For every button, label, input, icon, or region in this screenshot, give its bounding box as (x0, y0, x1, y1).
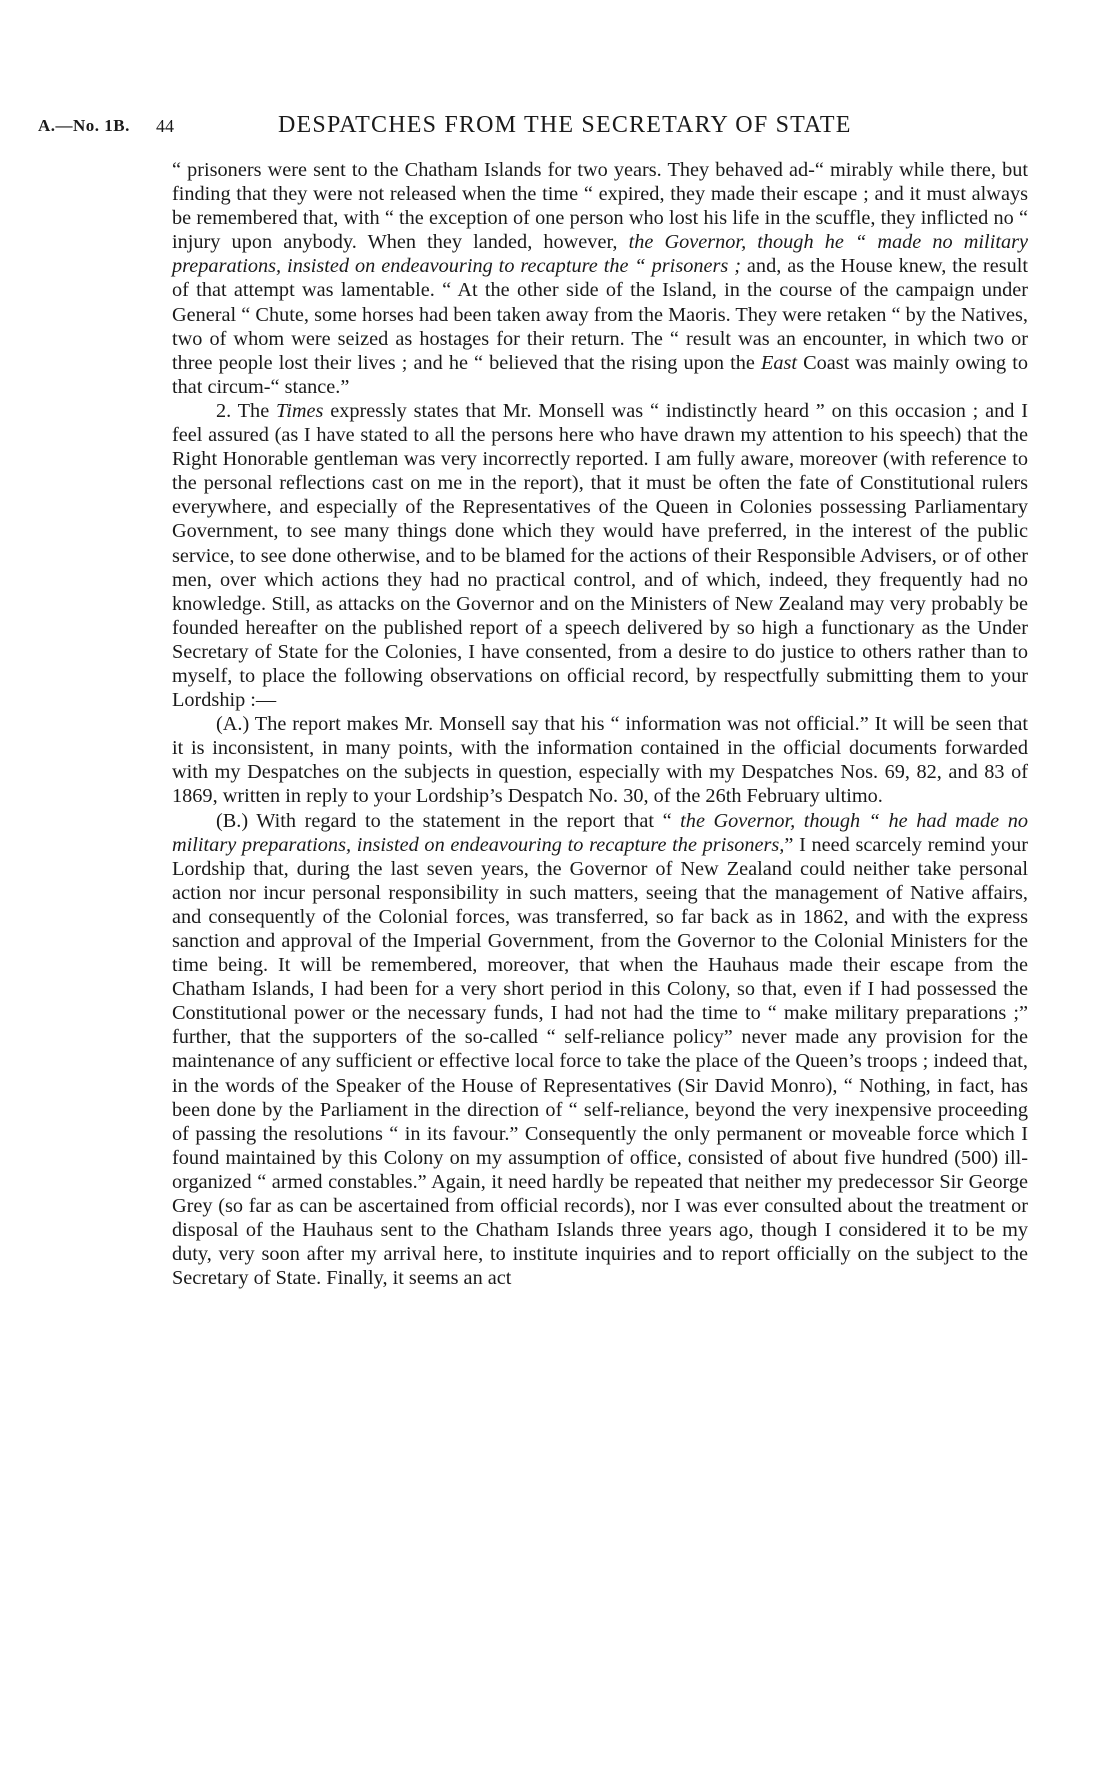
text-run: 2. The (216, 399, 277, 422)
paragraph-b (172, 809, 1028, 1291)
paragraph-a (172, 712, 1028, 808)
text-run: and, as the House knew, the result of that attempt was lamentable. “ At the other side of the Island, in the course of the campaign under General “ Chute, some horses had been taken away from the Maoris. They were retaken “ by the Natives, two of whom were seized as hostages for their return. The “ result was an encounter, in which two or three people lost their lives ; and he “ believed that the rising upon the (172, 255, 1028, 374)
quoted-speech-paragraph (172, 158, 1028, 399)
text-run: (B.) With regard to the statement in the report that “ (216, 809, 681, 832)
text-run: (A.) The report makes Mr. Monsell say that his “ information was not official.” It will be seen that it is inconsistent, in many points, with the information contained in the official documents forwarded with my Despatches on the subjects in question, especially with my Despatches Nos. 69, 82, and 83 of 1869, written in reply to your Lordship’s Despatch No. 30, of the 26th February ultimo. (172, 713, 1028, 808)
paragraph-2 (172, 399, 1028, 712)
italic-run: the Governor, though he “ made no military preparations, insisted on endeavouring to recapture the “ prisoners ; (172, 231, 1028, 278)
text-run: “ prisoners were sent to the Chatham Islands for two years. They behaved ad-“ mirably while there, but finding that they were not released when the time “ expired, they made their escape ; and it must always be remembered that, with “ the exception of one person who lost his life in the scuffle, they inflicted no “ injury upon anybody. When they landed, however, (172, 159, 1028, 254)
text-run: expressly states that Mr. Monsell was “ indistinctly heard ” on this occasion ; and I feel assured (as I have stated to all the persons here who have drawn my attention to his speech) that the Right Honorable gentleman was very incorrectly reported. I am fully aware, moreover (with reference to the personal reflections cast on me in the report), that it must be often the fate of Constitutional rulers everywhere, and especially of the Representatives of the Queen in Colonies possessing Parliamentary Government, to see many things done which they would have preferred, in the interest of the public service, to see done otherwise, and to be blamed for the actions of their Responsible Advisers, or of other men, over which actions they had no practical control, and of which, indeed, they frequently had no knowledge. Still, as attacks on the Governor and on the Ministers of New Zealand may very probably be founded hereafter on the published report of a speech delivered by so high a functionary as the Under Secretary of State for the Colonies, I have consented, from a desire to do justice to others rather than to myself, to place the following observations on official record, by respectfully submitting them to your Lordship :— (172, 399, 1028, 712)
italic-run: Times (276, 399, 324, 422)
page-number: 44 (156, 116, 174, 136)
italic-run: East (761, 351, 798, 374)
document-reference: A.—No. 1B. (38, 116, 130, 135)
italic-run: the Governor, though “ he had made no military preparations, insisted on endeavouring to recapture the prisoners, (172, 809, 1028, 856)
text-run: Coast was mainly owing to that circum-“ stance.” (172, 351, 1028, 398)
text-run: ” I need scarcely remind your Lordship that, during the last seven years, the Governor of New Zealand could neither take personal action nor incur personal responsibility in such matters, seeing that the management of Native affairs, and consequently of the Colonial forces, was transferred, so far back as in 1862, and with the express sanction and approval of the Imperial Government, from the Governor to the Colonial Ministers for the time being. It will be remembered, moreover, that when the Hauhaus made their escape from the Chatham Islands, I had been for a very short period in this Colony, so that, even if I had possessed the Constitutional power or the necessary funds, I had not had the time to “ make military preparations ;” further, that the supporters of the so-called “ self-reliance policy” never made any provision for the maintenance of any sufficient or effective local force to take the place of the Queen’s troops ; indeed that, in the words of the Speaker of the House of Representatives (Sir David Monro), “ Nothing, in fact, has been done by the Parliament in the direction of “ self-reliance, beyond the very inexpensive proceeding of passing the resolutions “ in its favour.” Consequently the only permanent or moveable force which I found maintained by this Colony on my assumption of office, consisted of about five hundred (500) ill-organized “ armed constables.” Again, it need hardly be repeated that neither my predecessor Sir George Grey (so far as can be ascertained from official records), nor I was ever consulted about the treatment or disposal of the Hauhaus sent to the Chatham Islands three years ago, though I considered it to be my duty, very soon after my arrival here, to institute inquiries and to report officially on the subject to the Secretary of State. Finally, it seems an act (172, 833, 1028, 1290)
page-header (38, 112, 1038, 142)
running-title: DESPATCHES FROM THE SECRETARY OF STATE (278, 112, 852, 138)
body-text (172, 158, 1028, 1290)
